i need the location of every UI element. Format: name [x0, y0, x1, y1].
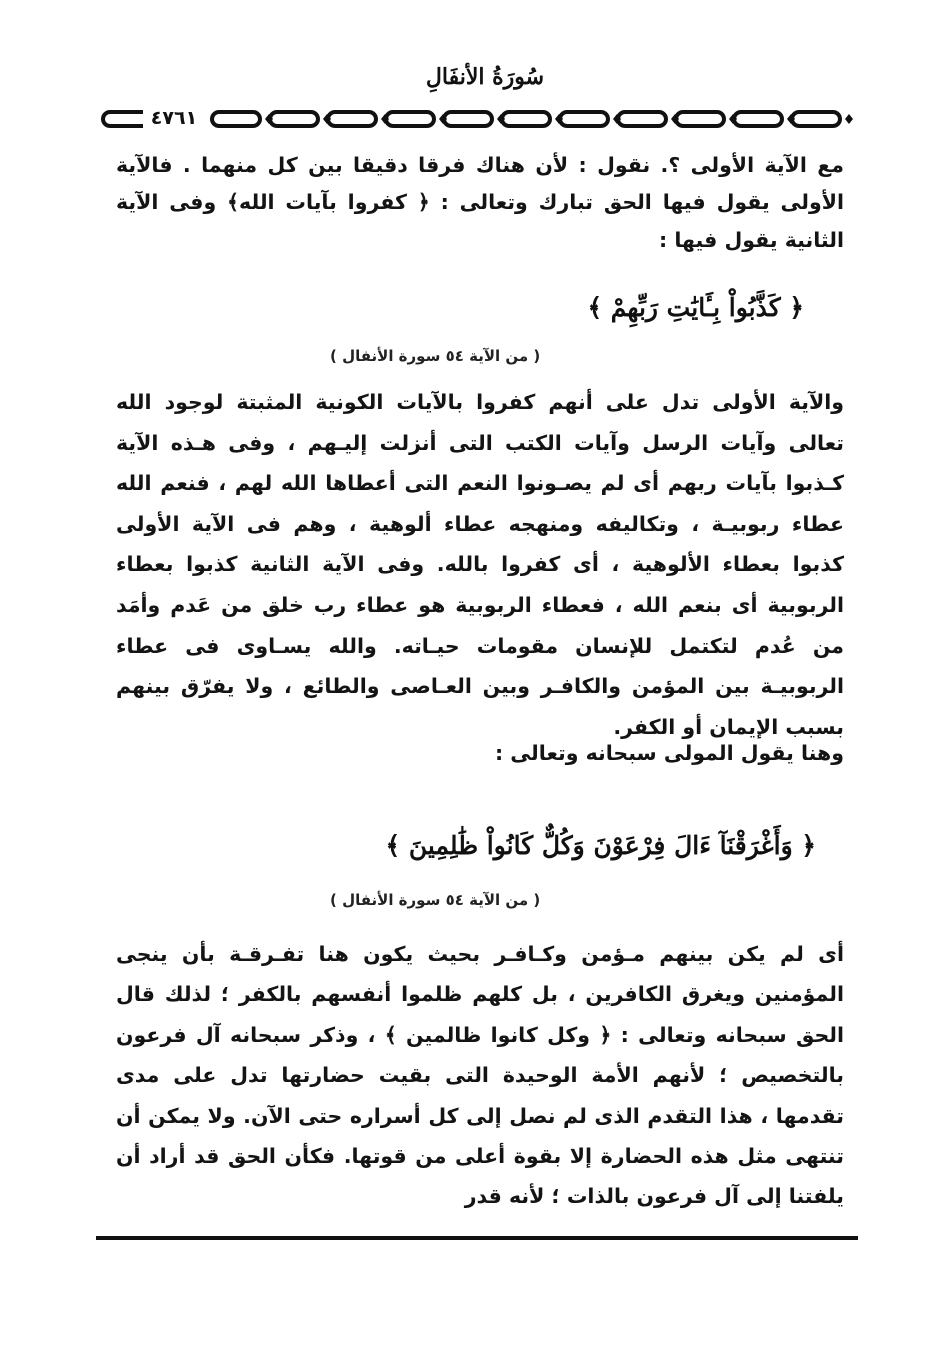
- surah-title: سُورَةُ الأنفَالِ: [425, 64, 545, 90]
- verse-reference-1: ( من الآية ٥٤ سورة الأنفال ): [330, 347, 541, 365]
- quran-verse-2: ﴿ وَأَغْرَقْنَآ ءَالَ فِرْعَوْنَ وَكُلٌّ كَانُواْ ظَٰلِمِينَ ﴾: [385, 831, 816, 860]
- page-number: ٤٧٦١: [143, 104, 205, 132]
- ornamental-border: [100, 107, 860, 131]
- paragraph-2: والآية الأولى تدل على أنهم كفروا بالآيات الكونية المثبتة لوجود الله تعالى وآيات الرسل وآيات الكتب التى أنزلت إليـهم ، وفى هـذه الآية كـذبوا بآيات ربهم أى لم يصـونوا النعم التى أعطاها الله لهم ، فنعم الله عطاء ربوبيـة ، وتكاليفه ومنهجه عطاء ألوهية ، وهم فى الآية الأولى كذبوا بعطاء الألوهية ، أى كفروا بالله. وفى الآية الثانية كذبوا بعطاء الربوبية أى بنعم الله ، فعطاء الربوبية هو عطاء رب خلق من عَدم وأمَد من عُدم لتكتمل للإنسان مقومات حيـاته. والله يسـاوى فى عطاء الربوبيـة بين المؤمن والكافـر وبين العـاصى والطائع ، ولا يفرّق بينهم بسبب الإيمان أو الكفر.: [116, 390, 844, 739]
- footer-divider: [96, 1236, 858, 1240]
- quran-verse-1: ﴿ كَذَّبُواْ بِـَٔايَٰتِ رَبِّهِمْ ﴾: [587, 293, 804, 322]
- paragraph-4: أى لم يكن بينهم مـؤمن وكـافـر بحيث يكون هنا تفـرقـة بأن ينجى المؤمنين ويغرق الكافرين ، بل كلهم ظلموا أنفسهم بالكفر ؛ لذلك قال الحق سبحانه وتعالى : ﴿ وكل كانوا ظالمين ﴾ ، وذكر سبحانه آل فرعون بالتخصيص ؛ لأنهم الأمة الوحيدة التى بقيت حضارتها تدل على مدى تقدمها ، هذا التقدم الذى لم نصل إلى كل أسراره حتى الآن. ولا يمكن أن تنتهى مثل هذه الحضارة إلا بقوة أعلى من قوتها. فكأن الحق قد أراد أن يلفتنا إلى آل فرعون بالذات ؛ لأنه قدر: [116, 942, 844, 1209]
- paragraph-1: مع الآية الأولى ؟. نقول : لأن هناك فرقا دقيقا بين كل منهما . فالآية الأولى يقول فيها الحق تبارك وتعالى : ﴿ كفروا بآيات الله﴾ وفى الآية الثانية يقول فيها :: [116, 153, 844, 252]
- verse-reference-2: ( من الآية ٥٤ سورة الأنفال ): [330, 891, 541, 909]
- paragraph-3: وهنا يقول المولى سبحانه وتعالى :: [494, 741, 844, 765]
